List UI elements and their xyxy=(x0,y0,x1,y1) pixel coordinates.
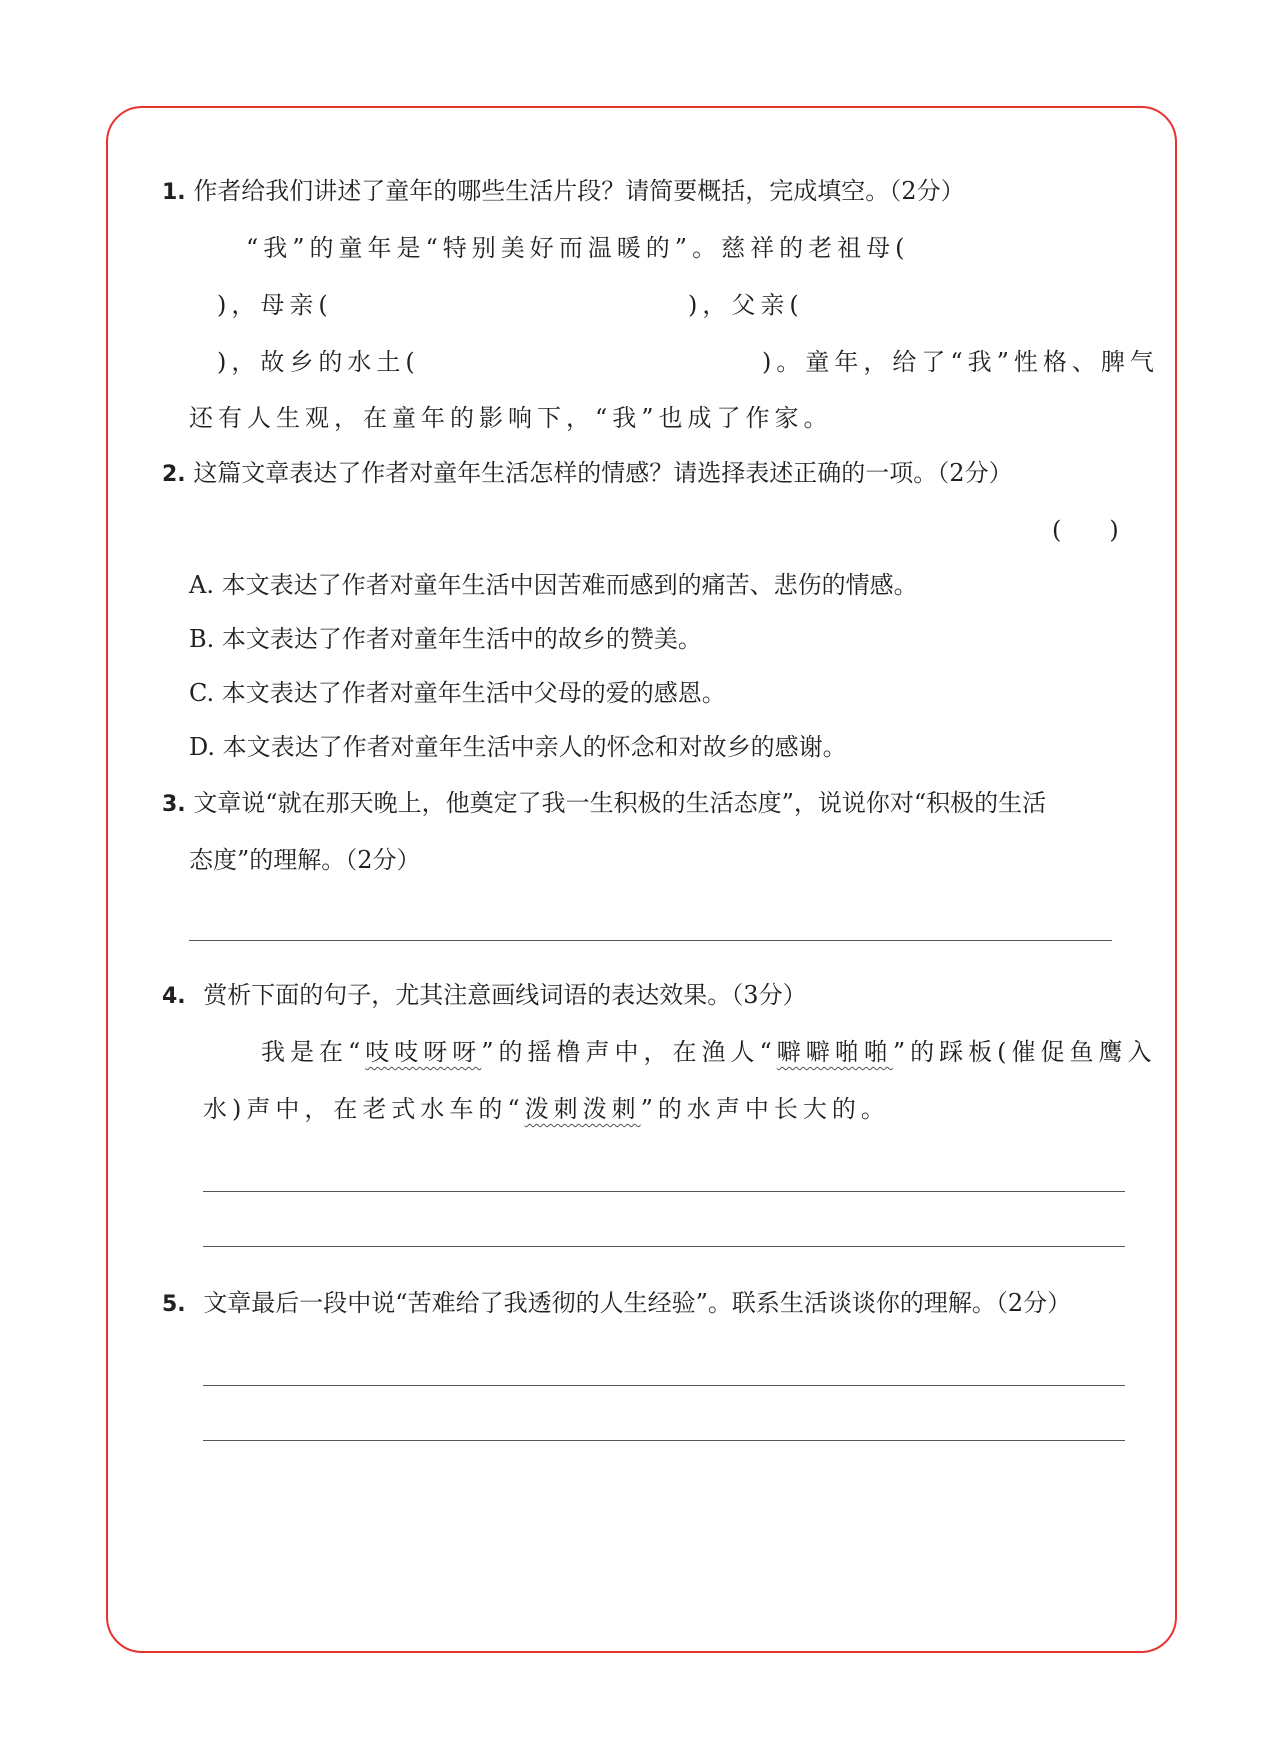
q2-text: 这篇文章表达了作者对童年生活怎样的情感？请选择表述正确的一项。（2分） xyxy=(193,459,1013,487)
q4-question xyxy=(162,980,807,1012)
q2-option-b: B. 本文表达了作者对童年生活中的故乡的赞美。 xyxy=(189,625,702,653)
q4-underlined-word-1: 吱吱呀呀 xyxy=(365,1038,482,1066)
q3-text-line1: 文章说“就在那天晚上，他奠定了我一生积极的生活态度”，说说你对“积极的生活 xyxy=(193,789,1047,817)
q1-number: 1. xyxy=(162,180,186,205)
q4-answer-line-2[interactable] xyxy=(203,1246,1125,1247)
q2-answer-bracket: ( ) xyxy=(1052,516,1119,544)
q4-underlined-word-3: 泼刺泼刺 xyxy=(524,1095,641,1123)
q2-option-c: C. 本文表达了作者对童年生活中父母的爱的感恩。 xyxy=(189,679,726,707)
q3-number: 3. xyxy=(162,792,186,817)
q4-answer-line-1[interactable] xyxy=(203,1191,1125,1192)
q1-fill-line3b: )。童年，给了“我”性格、脾气 xyxy=(762,348,1159,376)
q3-question-line1 xyxy=(162,788,1046,820)
q4-seg4: 水)声中，在老式水车的“ xyxy=(203,1095,525,1123)
q1-fill-line4: 还有人生观，在童年的影响下，“我”也成了作家。 xyxy=(189,404,833,432)
q4-seg1: 我是在“ xyxy=(261,1038,366,1066)
q4-quote-line1 xyxy=(261,1037,1156,1067)
q1-fill-line1: “我”的童年是“特别美好而温暖的”。慈祥的老祖母( xyxy=(246,234,910,262)
q2-number: 2. xyxy=(162,462,186,487)
q4-seg3: ”的踩板(催促鱼鹰入 xyxy=(892,1038,1157,1066)
q4-text: 赏析下面的句子，尤其注意画线词语的表达效果。（3分） xyxy=(203,981,807,1009)
q5-question xyxy=(162,1288,1071,1320)
q1-fill-line2b: )，父亲( xyxy=(688,291,804,319)
q4-number: 4. xyxy=(162,984,186,1009)
q4-seg5: ”的水声中长大的。 xyxy=(640,1095,890,1123)
q5-answer-line-1[interactable] xyxy=(203,1385,1125,1386)
q4-quote-line2 xyxy=(203,1094,890,1124)
q1-fill-line2a: )，母亲( xyxy=(217,291,333,319)
q5-text: 文章最后一段中说“苦难给了我透彻的人生经验”。联系生活谈谈你的理解。（2分） xyxy=(203,1289,1072,1317)
q3-question-line2: 态度”的理解。（2分） xyxy=(189,846,421,874)
q4-seg2: ”的摇橹声中，在渔人“ xyxy=(481,1038,777,1066)
q1-text: 作者给我们讲述了童年的哪些生活片段？请简要概括，完成填空。（2分） xyxy=(193,177,965,205)
q1-question xyxy=(162,176,965,208)
q5-answer-line-2[interactable] xyxy=(203,1440,1125,1441)
q5-number: 5. xyxy=(162,1292,186,1317)
q2-option-d: D. 本文表达了作者对童年生活中亲人的怀念和对故乡的感谢。 xyxy=(189,733,847,761)
q2-question xyxy=(162,458,1013,490)
q3-answer-line[interactable] xyxy=(189,940,1112,941)
q1-fill-line3a: )，故乡的水土( xyxy=(217,348,420,376)
page-border xyxy=(106,106,1177,1653)
q2-option-a: A. 本文表达了作者对童年生活中因苦难而感到的痛苦、悲伤的情感。 xyxy=(189,571,918,599)
q4-underlined-word-2: 噼噼啪啪 xyxy=(776,1038,893,1066)
